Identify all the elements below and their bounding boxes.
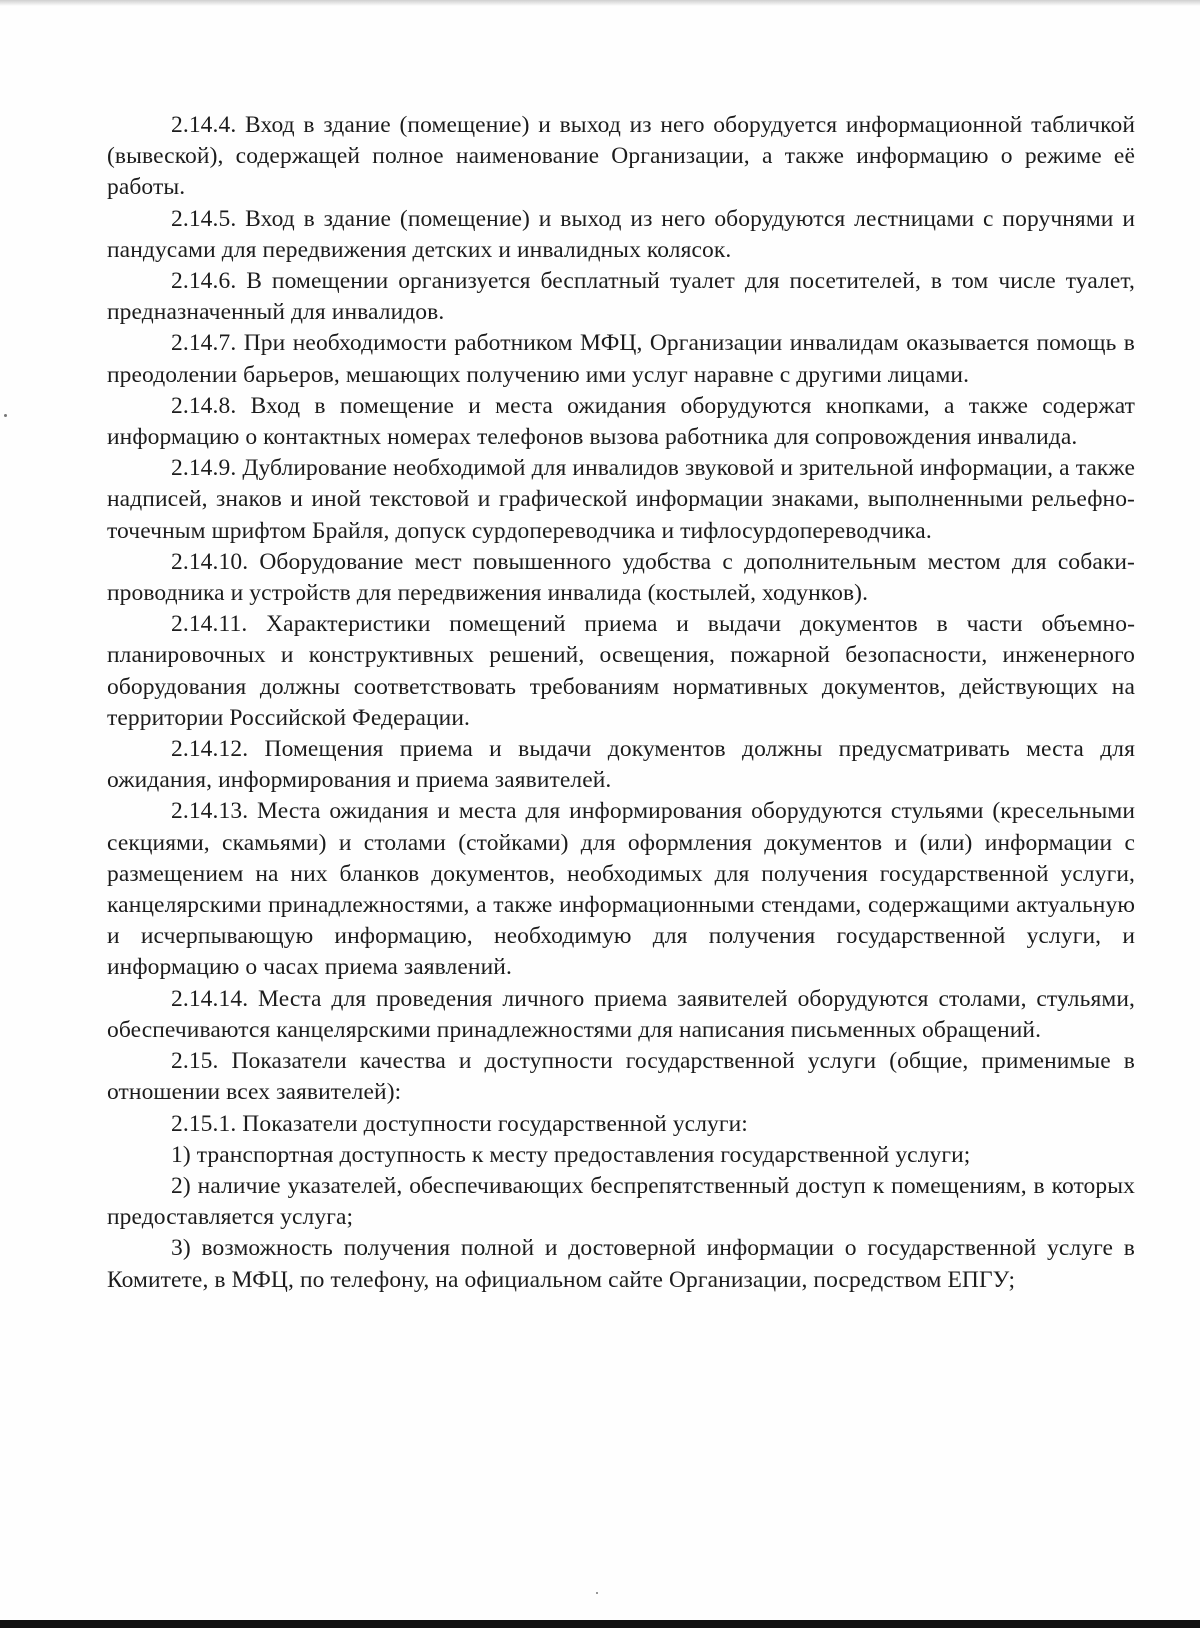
paragraph-2-14-9: 2.14.9. Дублирование необходимой для инвалидов звуковой и зрительной информации, а также надписей, знаков и иной текстовой и графической информации знаками, выполненными рельефно-точечным шрифтом Брайля, допуск сурдопереводчика и тифлосурдопереводчика. (107, 455, 1135, 544)
paragraph-2-14-5: 2.14.5. Вход в здание (помещение) и выход из него оборудуются лестницами с поручнями и пандусами для передвижения детских и инвалидных колясок. (107, 205, 1135, 263)
scan-top-edge (0, 0, 1200, 6)
scan-bottom-edge (0, 1620, 1200, 1628)
paragraph-2-14-8: 2.14.8. Вход в помещение и места ожидания оборудуются кнопками, а также содержат информацию о контактных номерах телефонов вызова работника для сопровождения инвалида. (107, 392, 1135, 451)
paragraph-2-14-13: 2.14.13. Места ожидания и места для информирования оборудуются стульями (кресельными секциями, скамьями) и столами (стойками) для оформления документов и (или) информации с размещением на них бланков документов, необходимых для получения государственной услуги, канцелярскими принадлежностями, а также информационными стендами, содержащими актуальную и исчерпывающую информацию, необходимую для получения государственной услуги, и информацию о часах приема заявлений. (107, 798, 1135, 981)
list-item-2: 2) наличие указателей, обеспечивающих беспрепятственный доступ к помещениям, в которых предоставляется услуга; (107, 1172, 1135, 1231)
paragraph-2-15-1: 2.15.1. Показатели доступности государственной услуги: (171, 1110, 748, 1137)
paragraph-2-14-12: 2.14.12. Помещения приема и выдачи документов должны предусматривать места для ожидания, информирования и приема заявителей. (107, 736, 1135, 794)
paragraph-2-14-10: 2.14.10. Оборудование мест повышенного удобства с дополнительным местом для собаки-проводника и устройств для передвижения инвалида (костылей, ходунков). (107, 548, 1135, 607)
scan-speck (4, 414, 7, 417)
paragraph-2-15: 2.15. Показатели качества и доступности государственной услуги (общие, применимые в отношении всех заявителей): (107, 1048, 1135, 1106)
paragraph-2-14-6: 2.14.6. В помещении организуется бесплатный туалет для посетителей, в том числе туалет, предназначенный для инвалидов. (107, 268, 1135, 326)
paragraph-2-14-7: 2.14.7. При необходимости работником МФЦ, Организации инвалидам оказывается помощь в преодолении барьеров, мешающих получению ими услуг наравне с другими лицами. (107, 330, 1135, 388)
scan-speck (596, 1592, 598, 1594)
document-body (107, 110, 1135, 1296)
paragraph-2-14-4: 2.14.4. Вход в здание (помещение) и выход из него оборудуется информационной табличкой (вывеской), содержащей полное наименование Организации, а также информацию о режиме её работы. (107, 112, 1135, 201)
list-item-3: 3) возможность получения полной и достоверной информации о государственной услуге в Комитете, в МФЦ, по телефону, на официальном сайте Организации, посредством ЕПГУ; (107, 1235, 1135, 1293)
paragraph-2-14-14: 2.14.14. Места для проведения личного приема заявителей оборудуются столами, стульями, обеспечиваются канцелярскими принадлежностями для написания письменных обращений. (107, 985, 1135, 1043)
list-item-1: 1) транспортная доступность к месту предоставления государственной услуги; (171, 1141, 971, 1168)
paragraph-2-14-11: 2.14.11. Характеристики помещений приема и выдачи документов в части объемно-планировочных и конструктивных решений, освещения, пожарной безопасности, инженерного оборудования должны соответствовать требованиям нормативных документов, действующих на территории Российской Федерации. (107, 611, 1135, 731)
